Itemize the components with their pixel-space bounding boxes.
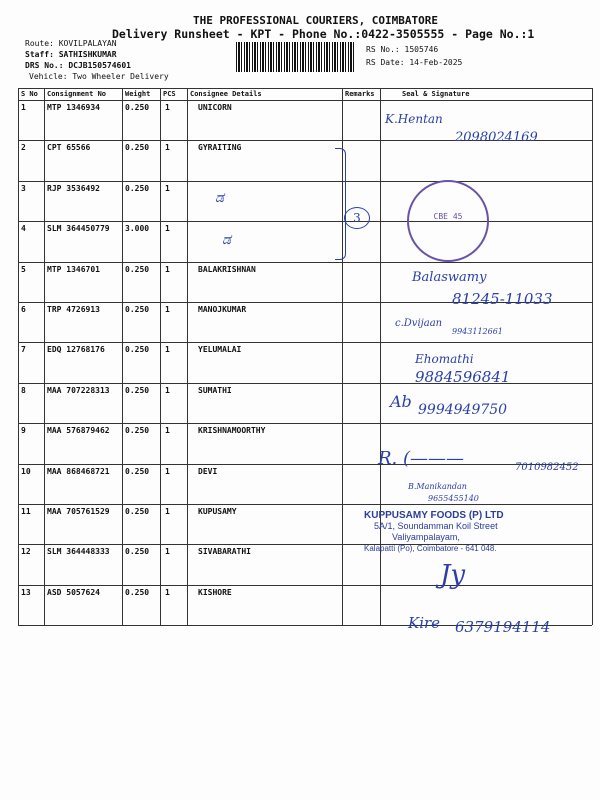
row-name: KISHORE xyxy=(198,587,232,597)
row-sno: 9 xyxy=(21,426,26,436)
row-divider xyxy=(18,585,592,586)
row-pcs: 1 xyxy=(165,507,170,516)
signature: Balaswamy xyxy=(412,270,487,285)
runsheet-subtitle: Delivery Runsheet - KPT - Phone No.:0422-3505555 - Page No.:1 xyxy=(112,27,535,41)
stamp-address: Valiyampalayam, xyxy=(392,532,460,542)
vehicle: Vehicle: Two Wheeler Delivery xyxy=(29,72,169,81)
signature-scribble: ಡ xyxy=(215,190,224,206)
row-name: UNICORN xyxy=(198,103,232,112)
row-name: YELUMALAI xyxy=(198,345,242,355)
phone-number: 6379194114 xyxy=(455,618,551,636)
phone-number: 9884596841 xyxy=(415,368,511,386)
row-wt: 0.250 xyxy=(125,587,150,597)
row-cn: TRP 4726913 xyxy=(47,305,100,314)
row-divider xyxy=(18,262,592,263)
row-name: SUMATHI xyxy=(198,385,232,395)
remark-count-circle: 3 xyxy=(344,207,370,229)
row-divider xyxy=(18,504,592,505)
row-divider xyxy=(18,464,592,465)
phone-number: 81245-11033 xyxy=(452,290,553,308)
row-sno: 5 xyxy=(21,264,26,274)
row-wt: 0.250 xyxy=(125,183,150,193)
column-header: Weight xyxy=(125,90,151,98)
signature: R. (——— xyxy=(378,448,465,469)
row-cn: EDQ 12768176 xyxy=(47,345,105,355)
row-wt: 0.250 xyxy=(125,143,150,153)
stamp-address: Kalapatti (Po), Coimbatore - 641 048. xyxy=(364,544,497,553)
row-divider xyxy=(18,221,592,222)
row-cn: MAA 707228313 xyxy=(47,385,110,395)
signature: c.Dvijaan xyxy=(395,318,443,329)
row-wt: 0.250 xyxy=(125,103,150,112)
stamp-address: 5A/1, Soundamman Koil Street xyxy=(374,521,498,531)
bracket-mark xyxy=(335,148,346,260)
row-sno: 2 xyxy=(21,143,26,153)
column-header: Consignee Details xyxy=(190,90,262,98)
row-wt: 0.250 xyxy=(125,507,150,516)
row-divider xyxy=(18,88,592,89)
row-cn: CPT 65566 xyxy=(47,143,91,153)
row-cn: MAA 705761529 xyxy=(47,507,110,516)
row-cn: ASD 5057624 xyxy=(47,587,100,597)
row-sno: 6 xyxy=(21,305,26,314)
row-name: MANOJKUMAR xyxy=(198,305,247,314)
row-pcs: 1 xyxy=(165,385,170,395)
row-wt: 0.250 xyxy=(125,466,150,476)
row-name: BALAKRISHNAN xyxy=(198,264,256,274)
rs-date: RS Date: 14-Feb-2025 xyxy=(366,58,463,67)
row-pcs: 1 xyxy=(165,466,170,476)
row-wt: 0.250 xyxy=(125,345,150,355)
row-divider xyxy=(18,100,592,101)
route: Route: KOVILPALAYAN xyxy=(25,39,117,48)
row-name: GYRAITING xyxy=(198,143,242,153)
column-header: Seal & Signature xyxy=(402,90,470,98)
row-wt: 0.250 xyxy=(125,385,150,395)
row-cn: RJP 3536492 xyxy=(47,183,100,193)
signature: Ehomathi xyxy=(415,352,474,366)
row-pcs: 1 xyxy=(165,264,170,274)
phone-number: 2098024169 xyxy=(455,130,538,145)
row-cn: SLM 364450779 xyxy=(47,224,110,234)
row-pcs: 1 xyxy=(165,426,170,436)
row-wt: 3.000 xyxy=(125,224,150,234)
phone-number: 9655455140 xyxy=(428,494,479,503)
signature: Kire xyxy=(408,614,441,632)
row-wt: 0.250 xyxy=(125,426,150,436)
row-wt: 0.250 xyxy=(125,547,150,557)
row-pcs: 1 xyxy=(165,183,170,193)
row-cn: MAA 576879462 xyxy=(47,426,110,436)
row-sno: 4 xyxy=(21,224,26,234)
row-sno: 12 xyxy=(21,547,31,557)
column-header: Consignment No xyxy=(47,90,107,98)
row-pcs: 1 xyxy=(165,103,170,112)
row-wt: 0.250 xyxy=(125,305,150,314)
gyraiting-stamp: CBE 45 xyxy=(407,180,489,262)
row-divider xyxy=(18,423,592,424)
phone-number: 9994949750 xyxy=(418,402,508,418)
row-cn: SLM 364448333 xyxy=(47,547,110,557)
row-wt: 0.250 xyxy=(125,264,150,274)
row-pcs: 1 xyxy=(165,143,170,153)
row-sno: 7 xyxy=(21,345,26,355)
row-pcs: 1 xyxy=(165,345,170,355)
column-header: PCS xyxy=(163,90,176,98)
row-name: KUPUSAMY xyxy=(198,507,237,516)
company-title: THE PROFESSIONAL COURIERS, COIMBATORE xyxy=(193,14,439,27)
signature: K.Hentan xyxy=(385,112,443,126)
row-pcs: 1 xyxy=(165,587,170,597)
row-sno: 11 xyxy=(21,507,31,516)
row-cn: MTP 1346934 xyxy=(47,103,100,112)
column-header: Remarks xyxy=(345,90,375,98)
signature: B.Manikandan xyxy=(408,482,467,491)
row-sno: 8 xyxy=(21,385,26,395)
drs-number: DRS No.: DCJB150574601 xyxy=(25,61,131,70)
row-sno: 13 xyxy=(21,587,31,597)
row-pcs: 1 xyxy=(165,224,170,234)
stamp-company: KUPPUSAMY FOODS (P) LTD xyxy=(364,510,504,521)
row-divider xyxy=(18,181,592,182)
phone-number: 9943112661 xyxy=(452,327,503,336)
row-divider xyxy=(18,544,592,545)
column-divider xyxy=(592,88,593,625)
signature: Jy xyxy=(440,560,466,590)
row-name: SIVABARATHI xyxy=(198,547,251,557)
barcode xyxy=(236,42,354,72)
rs-number: RS No.: 1505746 xyxy=(366,45,439,54)
row-name: KRISHNAMOORTHY xyxy=(198,426,266,436)
row-pcs: 1 xyxy=(165,305,170,314)
signature: Ab xyxy=(390,392,412,411)
kuppusamy-foods-stamp xyxy=(364,510,504,554)
column-header: S No xyxy=(21,90,38,98)
row-name: DEVI xyxy=(198,466,218,476)
row-sno: 3 xyxy=(21,183,26,193)
row-sno: 1 xyxy=(21,103,26,112)
row-sno: 10 xyxy=(21,466,31,476)
row-cn: MAA 868468721 xyxy=(47,466,110,476)
phone-number: 7010982452 xyxy=(515,462,579,473)
row-divider xyxy=(18,342,592,343)
row-pcs: 1 xyxy=(165,547,170,557)
staff: Staff: SATHISHKUMAR xyxy=(25,50,117,59)
signature-scribble: ಡ xyxy=(222,232,231,248)
row-cn: MTP 1346701 xyxy=(47,264,100,274)
